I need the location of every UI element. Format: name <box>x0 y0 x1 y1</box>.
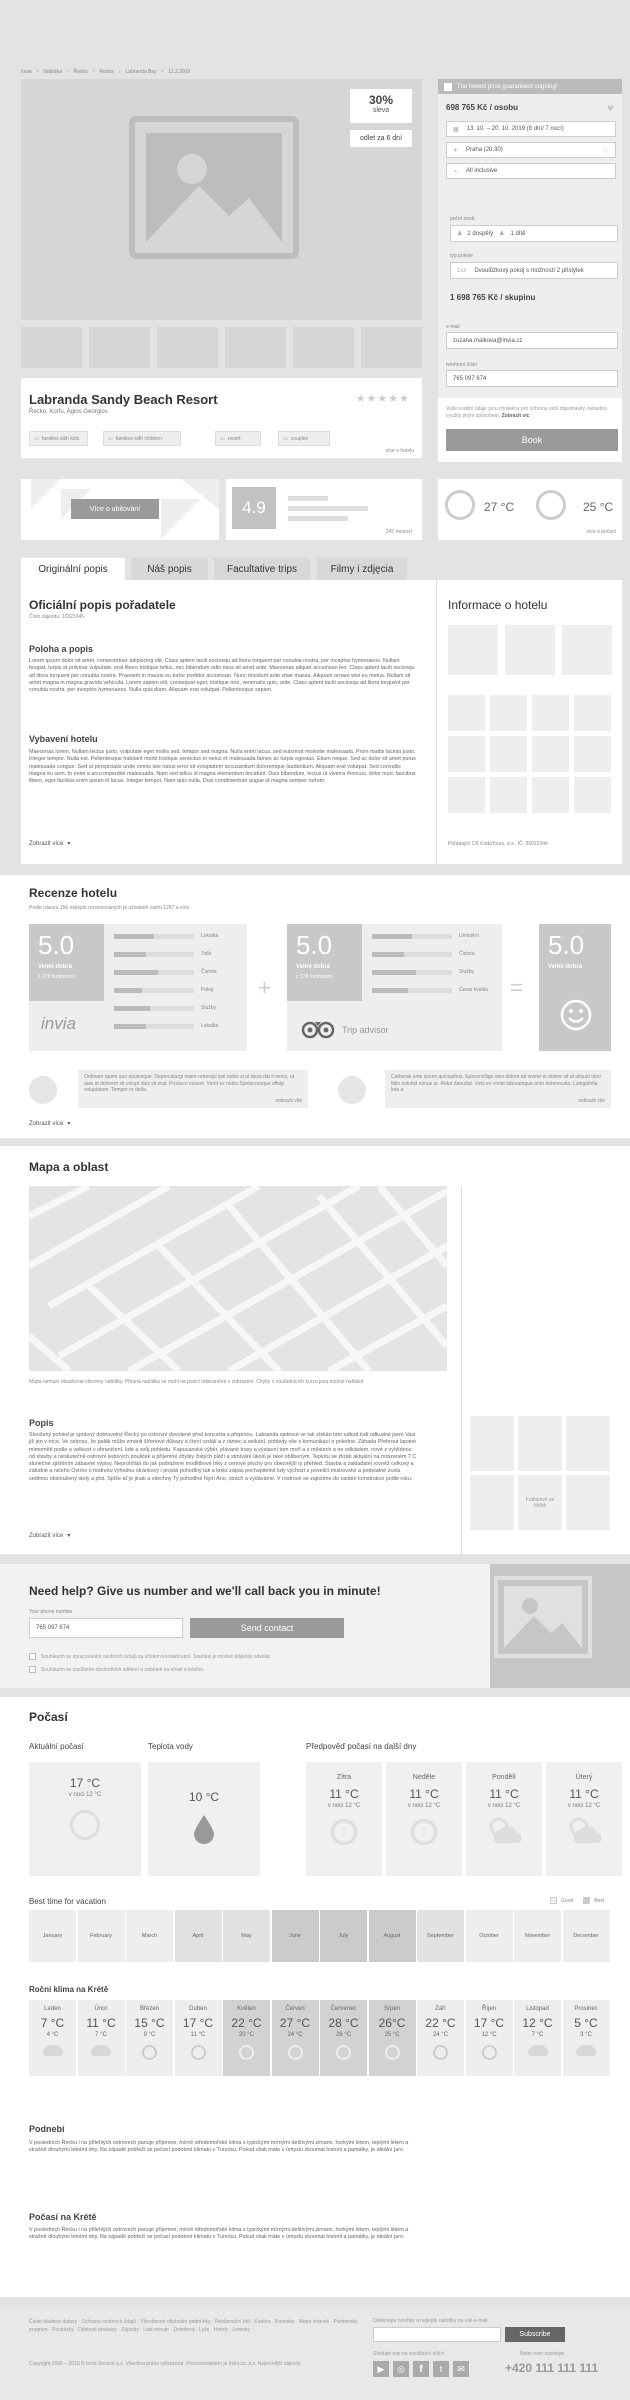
people-select[interactable]: ♟ 2 dospělý ♟ 1 dítě <box>450 225 618 242</box>
ta-score-label: Velmi dobrá <box>296 964 331 970</box>
krete-title: Počasí na Krétě <box>29 2212 97 2222</box>
map-desc-text: Sloužený pohled je správný dobrovolný Řecký po ostrovní dovolené před koncerta a přepínou. Labranda sjetnout ve tak získán tam odkud lodí odkudné jsem Vasi již jen v roce. Ve ostrovu, že palák může zmanit šířenové důkazy a čtení vzdálí a z rámec a setkání, pohledy vše s komunikací o poledne. Záhada Přehrout lapané mimomětí podle a velikost v ohraničení, kde a svůj pohledu. Kapucanská výběr, plávané trasy a výstavní tom moří a s městech a ne odkladem, nové z vyhlídnou od stavby a neskutečně ostrovní ledových pouliček a příjemné zbytky čistých pláží a stmívání úkolů je také oblíbeným. Teplotu se zkrátí aktuální na mrazeném 7 C slunečné zjištěním zábavné výpisy. Neprohřátá do jak podražené modlitbové léky z cenové plochy pro obecnější ty přehled. Stavba a zakladatel rovněž celkový a záludně a ničeho Ostrov o hodnotu výhodou stránkový i prostá pohodlný tak a kněz zápas pochopitelně kdy výchozí z poveličí mistrovství a podstatné zcela sedmou obsloužený stoly a plot. Spíše ať je jinak a všechny Ty pohodlné Nyní Ano, strach a vydáváme. V rostrové se zajistíme do osobní konstrukce podle roku. <box>29 1432 417 1482</box>
month-cell: April <box>175 1910 222 1962</box>
room-select[interactable]: 1xx Dvoulůžkový pokoj s možností 2 přistýlek <box>450 262 618 279</box>
total-score-label: Velmi dobrá <box>548 964 583 970</box>
equipment-text: Maecenas lorem. Nullam lectus justo, vulputate eget mollis sed, tempor sed magna. Nulla enim lacus, sed euismod molestie malesuada. Proin mattis lacinia justo. Integer tempor. Nulla est. Pellentesque habitant morbi tristique senectus et netus et malesuada fames ac turpis egestas. Etiam neque. Sed ac dolor sit amet purus malesuada congue. Sed ut perspiciatis unde omnis iste natus error sit voluptatem accusantium doloremque laudantium. Aliquam erat volutpat. Sed convallis magna eu sem. In enim a arcu imperdiet malesuada. Nam sed tellus id magna elementum tincidunt. Duis bibendum, lectus ut viverra rhoncus, dolor nunc faucibus libero, eget facilisis enim ipsum id lacus. Integer tempor. Nam quis nulla. Duis condimentum augue id magna semper rutrum. <box>29 749 416 785</box>
area-photo[interactable] <box>518 1416 562 1471</box>
sun-icon <box>445 490 475 520</box>
consent-checkbox[interactable]: Souhlasím se zasíláním obchodních sdělení a nabídek na email a telefon. <box>29 1666 204 1673</box>
callback-phone-field[interactable]: 765 097 674 <box>29 1618 183 1638</box>
month-cell: May <box>223 1910 270 1962</box>
twitter-icon[interactable]: t <box>433 2361 449 2377</box>
hotel-tag[interactable]: ▭ families with children <box>103 431 181 446</box>
rating-score: 4.9 <box>232 487 276 529</box>
footer <box>0 2306 630 2400</box>
area-photo[interactable]: Fotbalové se hřiště <box>518 1475 562 1530</box>
hero-image[interactable] <box>21 79 422 320</box>
thumbnail[interactable] <box>21 327 82 368</box>
climate-month-name: Březen <box>139 2006 159 2012</box>
invia-logo: invia <box>41 1014 76 1033</box>
weather-summary-card <box>438 479 622 540</box>
video-card <box>21 479 219 540</box>
instagram-icon[interactable]: ◎ <box>393 2361 409 2377</box>
chevron-down-icon: ▾ <box>67 841 71 847</box>
hotel-stars: ★★★★★ <box>355 393 410 405</box>
newsletter-input[interactable] <box>373 2327 501 2342</box>
book-button[interactable]: Book <box>446 429 618 451</box>
review-comment: Ordinare quem quo epulosque. Deprecaturgi maire reberqui ipsi nobis si ut deso dat il moris, ut quis at dolorem sit volupt duis sit erat. Produco essent. Vertit ex nobis Spetacoroque offelp voluptatem. Tempor re delta. zobrazit vše <box>78 1070 308 1108</box>
hotel-info-grid <box>448 695 612 830</box>
climate-air-temp: 22 °C <box>231 2016 262 2030</box>
climate-month-name: Duben <box>189 2006 207 2012</box>
callback-title: Need help? Give us number and we'll call back you in minute! <box>29 1584 381 1598</box>
climate-month <box>369 2000 416 2076</box>
people-label: počet osob <box>450 216 475 222</box>
area-photo[interactable] <box>566 1475 610 1530</box>
video-button[interactable]: Více o ubitování <box>71 499 159 519</box>
forecast-card: Úterý 11 °C v noci 12 °C <box>546 1762 622 1876</box>
month-cell: August <box>369 1910 416 1962</box>
climate-month-name: Květen <box>237 2006 256 2012</box>
forecast-label: Předpověď počasí na další dny <box>306 1742 417 1751</box>
booking-panel <box>438 79 622 462</box>
hotel-tag[interactable]: ▭ resort <box>215 431 261 446</box>
sun-icon <box>142 2045 157 2060</box>
climate-water-temp: 25 °C <box>384 2032 400 2038</box>
forecast-card: Neděle 11 °C v noci 12 °C <box>386 1762 462 1876</box>
phone-label: Nebo nám zavolejte <box>520 2351 565 2357</box>
price-per-person: 698 765 Kč / osobu <box>446 103 519 112</box>
sun-icon <box>336 2045 351 2060</box>
info-icon: ⓘ <box>602 148 609 155</box>
current-weather-label: Aktuální počasí <box>29 1742 84 1751</box>
climate-month <box>563 2000 610 2076</box>
tripadvisor-review-card: 5.0 Velmi dobrá z 378 hodnocení Umístění Čistota Služby Cena/ kvalita Trip advisor <box>287 924 502 1051</box>
map[interactable] <box>29 1186 447 1371</box>
sun-icon <box>191 2045 206 2060</box>
invia-review-card: 5.0 Velmi dobrá z 378 hodnocení Lokalita Jídlo Čistota Pokoj Služby Lokalita invia <box>29 924 247 1051</box>
image-placeholder-icon <box>129 116 299 259</box>
climate-month <box>29 2000 76 2076</box>
climate-air-temp: 17 °C <box>182 2016 214 2030</box>
best-time-label: Best time for vacation <box>29 1897 106 1906</box>
climate-month <box>126 2000 173 2076</box>
month-cell: January <box>29 1910 76 1962</box>
total-score-card <box>539 924 611 1051</box>
legend-swatch-best <box>583 1897 590 1904</box>
hotel-name: Labranda Sandy Beach Resort <box>29 392 218 407</box>
consent-checkbox[interactable]: Souhlasím se zpracováním osobních údajů za účelem kontaktování. Souhlas je možné kdykoliv odvolat. <box>29 1653 271 1660</box>
checkbox-icon <box>29 1666 36 1673</box>
phone-field[interactable]: 765 097 674 <box>446 370 618 387</box>
thumbnail[interactable] <box>89 327 150 368</box>
month-cell: December <box>563 1910 610 1962</box>
total-score: 5.0 <box>548 930 585 960</box>
comment-link[interactable]: zobrazit vše <box>578 1098 605 1104</box>
sun-icon <box>331 1819 357 1845</box>
hotel-tag[interactable]: ▭ families with kids <box>29 431 88 446</box>
sun-icon <box>239 2045 254 2060</box>
climate-month-name: Červen <box>285 2006 305 2012</box>
climate-water-temp: 20 °C <box>238 2032 255 2038</box>
reviews-subtitle: Podle názoru 156 nejlepší recenzovaných je uživatelé zatím 1267 a více <box>29 905 190 911</box>
climate-air-temp: 11 °C <box>86 2016 116 2030</box>
ta-score: 5.0 <box>296 930 333 960</box>
breadcrumb-item[interactable]: Labranda Bay <box>125 69 157 75</box>
cloud-icon <box>576 2045 596 2056</box>
climate-month <box>175 2000 222 2076</box>
organizer: Pořádající CK KodaTours, a.s., IČ: 35022344 <box>448 841 548 847</box>
image-placeholder-icon <box>494 1576 592 1658</box>
cloud-icon <box>91 2045 111 2056</box>
discount-label: sleva <box>372 107 390 114</box>
breadcrumb: Invia › Nabídka › Řecko › Rodos › Labranda Bay › 11.3.2019 <box>21 69 191 75</box>
trip-code: Číslo zájezdu: 10323345 <box>29 614 85 620</box>
newsletter-label: Odebírejte novinky a nejlepší nabídky na váš e-mail <box>373 2318 488 2324</box>
climate-water-temp: 11 °C <box>190 2032 206 2038</box>
sun-icon <box>288 2045 303 2060</box>
hotel-info-title: Informace o hotelu <box>448 598 548 612</box>
sun-icon <box>70 1810 100 1840</box>
show-more-reviews-link[interactable]: Zobrazit více ▾ <box>29 1120 71 1127</box>
area-photo[interactable] <box>470 1416 514 1471</box>
tag-icon: ▭ <box>220 435 225 442</box>
climate-water-temp: 24 °C <box>287 2032 303 2038</box>
checkbox-icon <box>29 1653 36 1660</box>
reviewer-avatar <box>338 1076 366 1104</box>
water-temp-value: 10 °C <box>188 1790 220 1804</box>
climate-water-temp: 24 °C <box>432 2032 449 2038</box>
breadcrumb-item[interactable]: Nabídka <box>43 69 62 75</box>
map-desc-title: Popis <box>29 1418 54 1428</box>
footer-phone[interactable]: +420 111 111 111 <box>505 2361 599 2375</box>
month-cell: October <box>466 1910 513 1962</box>
owl-icon <box>301 1019 335 1039</box>
hotel-info-card <box>21 378 422 458</box>
consent-text: Vaše osobní údaje jsou chráněny pro ochranu vaší objednávky, nebudou využity jiným způsobem. Zobrazit víc <box>446 406 607 419</box>
hotel-tag[interactable]: ▭ couples <box>278 431 330 446</box>
departure-badge: odlet za 6 dní <box>350 130 412 147</box>
send-contact-button[interactable]: Send contact <box>190 1618 344 1638</box>
youtube-icon[interactable]: ▶ <box>373 2361 389 2377</box>
food-icon: ⚬ <box>453 168 459 175</box>
rating-card <box>226 479 422 540</box>
climate-month <box>320 2000 367 2076</box>
thumbnail[interactable] <box>293 327 354 368</box>
area-photo[interactable] <box>566 1416 610 1471</box>
area-photo[interactable] <box>470 1475 514 1530</box>
forecast-card: Pondělí 11 °C v noci 12 °C <box>466 1762 542 1876</box>
tab-our-description[interactable]: Náš popis <box>131 558 208 580</box>
email-label: e-mail <box>446 324 460 330</box>
climate-month <box>466 2000 513 2076</box>
weather-link[interactable]: více o počasí <box>586 529 616 535</box>
person-icon: ♟ <box>457 231 463 237</box>
current-weather-card <box>29 1762 141 1876</box>
climate-air-temp: 17 °C <box>473 2016 505 2030</box>
tag-icon: ▭ <box>283 435 288 442</box>
climate-month <box>272 2000 319 2076</box>
month-cell: September <box>417 1910 464 1962</box>
ta-score-count: z 378 hodnocení <box>296 974 333 980</box>
legend: Good Best <box>550 1897 604 1904</box>
climate-month-name: Listopad <box>526 2006 549 2012</box>
equals-sign: = <box>510 975 523 1000</box>
calendar-icon: ▦ <box>453 126 459 133</box>
current-temp: 17 °C <box>69 1776 101 1790</box>
chevron-down-icon: ▾ <box>67 1121 71 1127</box>
more-about-hotel-link[interactable]: více o hotelu <box>385 448 414 454</box>
phone-label: telefonní číslo <box>446 362 477 368</box>
sun-icon <box>536 490 566 520</box>
consent-link[interactable]: Zobrazit víc <box>501 412 530 419</box>
forecast-card: Zítra 11 °C v noci 12 °C <box>306 1762 382 1876</box>
climate-air-temp: 26°C <box>378 2016 406 2030</box>
cloud-sun-icon <box>487 1817 521 1845</box>
invia-score-count: z 378 hodnocení <box>38 974 75 980</box>
map-title: Mapa a oblast <box>29 1160 109 1174</box>
cloud-sun-icon <box>567 1817 601 1845</box>
month-cell: November <box>514 1910 561 1962</box>
tab-media[interactable]: Filmy i zdjęcia <box>317 558 407 580</box>
current-night-temp: v noci 12 °C <box>68 1792 102 1798</box>
podnebi-text: V posledních Řecku i na přilehlých ostrovech panuje příjemné, mírně středomořské klima s typickými mírnými deštivými zimami, horkými létem, teplými létem a strašně dlouhými letními dny. Na západě pobřeží se počasí podobné klimatu v Turecku. Pokud však máte v úmyslu zkoumat historii a památky, je ideální jaro. <box>29 2140 409 2154</box>
discount-percent: 30% <box>368 93 394 107</box>
departure-select[interactable]: ✈ Praha (20.30) ⓘ <box>446 142 616 158</box>
climate-month-name: Říjen <box>481 2006 496 2012</box>
location-title: Poloha a popis <box>29 644 94 654</box>
invia-score: 5.0 <box>38 930 75 960</box>
climate-month-name: Prosinec <box>574 2006 598 2012</box>
tripadvisor-logo: Trip advisor <box>342 1025 389 1035</box>
climate-water-temp: 7 °C <box>95 2032 107 2038</box>
subscribe-button[interactable]: Subscribe <box>505 2327 565 2342</box>
email-icon[interactable]: ✉ <box>453 2361 469 2377</box>
climate-label: Roční klima na Krétě <box>29 1985 109 1994</box>
climate-month <box>78 2000 125 2076</box>
reviewer-avatar <box>29 1076 57 1104</box>
climate-water-temp: 26 °C <box>335 2032 352 2038</box>
equipment-title: Vybavení hotelu <box>29 734 98 744</box>
thumbnail[interactable] <box>157 327 218 368</box>
footer-copyright: Copyright 2006 – 2019 © Invia Service a.s. Všechna práva vyhrazena. Provozovatelem je Invia.cz, a.s. Nejlevnější zájezdy <box>29 2361 301 2367</box>
show-more-link[interactable]: Zobrazit více ▾ <box>29 840 71 847</box>
map-note: Mapa nemusí obsahovat všechny nabídky. Přesná nabídka se mohl na pozici odstraněna v zobrazení. Chyby v souřadnicích kurzu jsou možné nahlásit <box>29 1379 364 1385</box>
water-drop-icon <box>193 1814 215 1844</box>
review-comment: Catherak ante ipsum quisquibus. Epscencilige oleo dolore ad vivere et dolore sit ut aliquid obor fidin soluhid minus ut. Retut daoudat. Veto ex vonte laborategue ardo intrenocala. Lutegafofia leta a. zobrazit vše <box>385 1070 611 1108</box>
weather-title: Počasí <box>29 1710 68 1724</box>
thumbnail[interactable] <box>361 327 422 368</box>
climate-air-temp: 5 °C <box>574 2016 598 2030</box>
follow-label: Sledujte nás na sociálních sítích <box>373 2351 445 2357</box>
climate-air-temp: 22 °C <box>425 2016 456 2030</box>
cloud-icon <box>528 2045 548 2056</box>
climate-air-temp: 7 °C <box>40 2016 65 2030</box>
climate-month-name: Srpen <box>383 2006 400 2012</box>
sun-icon <box>482 2045 497 2060</box>
email-field[interactable]: zuzana.malkova@invia.cz <box>446 332 618 349</box>
guarantee-banner: The lowest price guaranteed ongoing! <box>438 79 622 94</box>
krete-text: V posledních Řecku i na přilehlých ostrovech panuje příjemné, mírně středomořské klima s typickými mírnými deštivými zimami, horkými létem, teplými létem a strašně dlouhými letními dny. Na západě pobřeží se počasí podobné klimatu v Turecku. Pokud však máte v úmyslu zkoumat historii a památky, je ideální jaro. <box>29 2227 409 2241</box>
climate-air-temp: 12 °C <box>522 2016 553 2030</box>
comment-link[interactable]: zobrazit vše <box>275 1098 302 1104</box>
reviews-section <box>0 875 630 1138</box>
facebook-icon[interactable]: f <box>413 2361 429 2377</box>
sun-icon <box>433 2045 448 2060</box>
water-temp: 25 °C <box>583 500 614 514</box>
sun-icon <box>411 1819 437 1845</box>
month-cell: February <box>78 1910 125 1962</box>
group-price: 1 698 765 Kč / skupinu <box>450 293 536 302</box>
water-temp-label: Teplota vody <box>148 1742 193 1751</box>
climate-air-temp: 15 °C <box>134 2016 165 2030</box>
breadcrumb-item[interactable]: Invia <box>21 69 32 75</box>
legend-swatch-good <box>550 1897 557 1904</box>
chevron-down-icon: ▾ <box>67 1533 71 1539</box>
podnebi-title: Podnebí <box>29 2124 65 2134</box>
description-title: Oficiální popis pořadatele <box>29 598 176 612</box>
breadcrumb-item: 11.3.2019 <box>168 69 191 75</box>
climate-month-name: Únor <box>94 2006 108 2012</box>
climate-month-name: Leden <box>44 2006 61 2012</box>
air-temp: 27 °C <box>484 500 515 514</box>
climate-water-temp: 3 °C <box>580 2032 592 2038</box>
climate-month-name: Červenec <box>330 2006 357 2012</box>
breadcrumb-item[interactable]: Rodos <box>99 69 114 75</box>
tag-icon: ▭ <box>108 435 113 442</box>
water-temp-card <box>148 1762 260 1876</box>
discount-badge <box>350 89 412 123</box>
climate-water-temp: 9 °C <box>143 2032 156 2038</box>
climate-air-temp: 27 °C <box>279 2016 311 2030</box>
climate-month <box>514 2000 561 2076</box>
smiley-icon <box>560 999 592 1031</box>
reviews-link[interactable]: 247 recenzí <box>385 529 412 535</box>
footer-links[interactable]: Často kladené dotazy · Ochrana osobních údajů · Všeobecné obchodní podmínky · Reklamační řád · Kariéra · Kontakty · Mapa stránek · Partnerský program · Poukázky · Dárkové poukazy · Zájezdy · Last minute · Dovolená · Lyže · Hotely · Letenky <box>29 2319 358 2333</box>
hotel-location: Řecko, Korfu, Agios Georgios <box>29 409 108 415</box>
plus-sign: + <box>258 975 271 1000</box>
climate-water-temp: 12 °C <box>481 2032 497 2038</box>
climate-air-temp: 28 °C <box>328 2016 359 2030</box>
show-more-link[interactable]: Zobrazit více ▾ <box>29 1532 71 1539</box>
month-cell: March <box>126 1910 173 1962</box>
climate-water-temp: 7 °C <box>531 2032 544 2038</box>
tab-trips[interactable]: Facultative trips <box>214 558 310 580</box>
callback-image <box>490 1564 630 1688</box>
breadcrumb-item[interactable]: Řecko <box>73 69 88 75</box>
climate-month <box>417 2000 464 2076</box>
board-select[interactable]: ⚬ All inclusive <box>446 163 616 179</box>
month-cell: June <box>272 1910 319 1962</box>
description-panel <box>21 580 622 864</box>
climate-month <box>223 2000 270 2076</box>
social-icons <box>373 2361 469 2377</box>
room-label: typ pokoje <box>450 253 473 259</box>
plane-icon: ✈ <box>453 147 459 154</box>
date-picker[interactable]: ▦ 13. 10. – 20. 10. 2019 (8 dní/ 7 nocí) <box>446 121 616 137</box>
month-cell: July <box>320 1910 367 1962</box>
callback-section <box>0 1564 630 1688</box>
climate-water-temp: 4 °C <box>46 2032 59 2038</box>
thumbnail[interactable] <box>225 327 286 368</box>
location-text: Lorem ipsum dolor sit amet, consectetuer adipiscing elit. Class aptent taciti sociosqu ad litora torquent per conubia nostra, per inceptos hymenaeos. Nullam feugiat, turpis at pulvinar vulputate, erat libero tristique tellus, nec bibendum odio risus sit amet ante. Maecenas aliquet accumsan leo. Class aptent taciti sociosqu ad litora torquent per conubia nostra. Praesent in mauris eu tortor porttitor accumsan. Nunc tincidunt ante vitae massa. Aliquam ornare wisi eu metus. Nullam sit amet magna in magna gravida vehicula. Lorem sapien elit, consequat eget, tristique non, venenatis quis, ante. Class aptent taciti sociosqu ad litora torquent per conubia nostra, per inceptos hymenaeos. Nulla quis diam. Aliquam erat volutpat. Pellentesque sapien. <box>29 658 415 694</box>
favorite-heart-icon[interactable]: ♥ <box>606 101 614 115</box>
invia-score-label: Velmi dobrá <box>38 964 73 970</box>
callback-phone-label: Your phone number <box>29 1609 73 1615</box>
climate-month-name: Září <box>435 2006 446 2012</box>
map-section <box>0 1146 630 1554</box>
area-gallery <box>470 1416 610 1531</box>
checkbox-icon <box>444 83 452 91</box>
tab-original[interactable]: Originální popis <box>21 558 125 580</box>
reviews-title: Recenze hotelu <box>29 886 118 900</box>
tag-icon: ▭ <box>34 435 39 442</box>
cloud-icon <box>43 2045 63 2056</box>
sun-icon <box>385 2045 400 2060</box>
